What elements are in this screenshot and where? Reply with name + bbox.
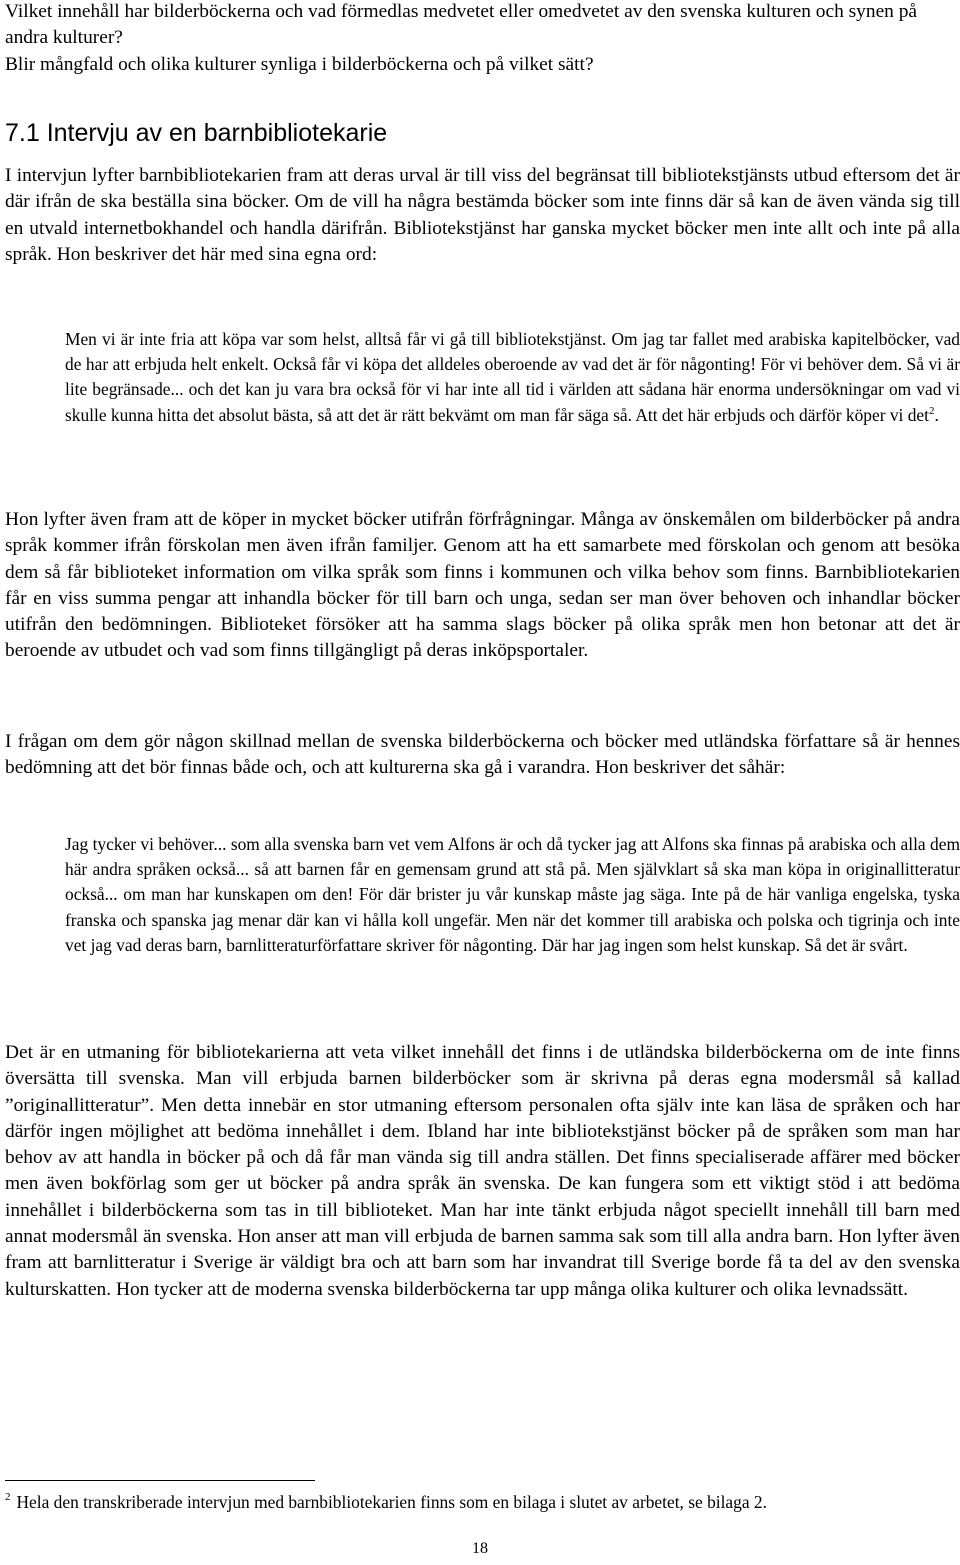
intro-research-questions — [5, 0, 945, 78]
interview-quote-1-text: Men vi är inte fria att köpa var som helst, alltså får vi gå till bibliotekstjänst. Om jag tar fallet med arabiska kapitelböcker, vad de har att erbjuda helt enkelt. Också får vi köpa det alldeles oberoende av vad det är för någonting! För vi behöver dem. Så vi är lite begränsade... och det kan ju vara bra också för vi har inte all tid i världen att sådana här enorma undersökningar om vad vi skulle kunna hitta det absolut bästa, så att det är rätt bekvämt om man får säga så. Att det här erbjuds och därför köper vi det — [65, 329, 960, 425]
paragraph-skillnad: I frågan om dem gör någon skillnad mellan de svenska bilderböckerna och böcker med utländska författare så är hennes bedömning att det bör finnas både och, och att kulturerna ska gå i varandra. Hon beskriver det såhär: — [5, 731, 960, 779]
footnote — [5, 1490, 955, 1514]
research-question-1: Vilket innehåll har bilderböckerna och vad förmedlas medvetet eller omedvetet av den svenska kulturen och synen på andra kulturer? — [5, 1, 918, 49]
footnote-reference[interactable]: 2 — [928, 404, 935, 417]
paragraph-urval: I intervjun lyfter barnbibliotekarien fram att deras urval är till viss del begränsat till bibliotekstjänsts utbud eftersom det är där ifrån de ska beställa sina böcker. Om de vill ha några bestämda böcker som inte finns där så kan de även vända sig till en utvald internetbokhandel och handla därifrån. Bibliotekstjänst har ganska mycket böcker men inte allt och inte på alla språk. Hon beskriver det här med sina egna ord: — [5, 165, 960, 265]
page-number: 18 — [472, 1540, 488, 1557]
interview-quote-1 — [65, 327, 960, 428]
paragraph-utmaning: Det är en utmaning för bibliotekarierna att veta vilket innehåll det finns i de utländska bilderböckerna om de inte finns översätta till svenska. Man vill erbjuda barnen bilderböcker som är skrivna på deras egna modersmål så kallad ”originallitteratur”. Men detta innebär en stor utmaning eftersom personalen ofta själv inte kan läsa de språken och har därför ingen möjlighet att bedöma innehållet i dem. Ibland har inte bibliotekstjänst böcker på de språken som man har behov av att handla in böcker på och då får man vända sig till andra ställen. Det finns specialiserade affärer med böcker men även bokförlag som ger ut böcker på andra språk än svenska. De kan fungera som ett viktigt stöd i att bedöma innehållet i bilderböckerna som tas in till biblioteket. Man har inte tänkt erbjuda något speciellt innehåll till barn med annat modersmål än svenska. Hon anser att man vill erbjuda de barnen samma sak som till alla andra barn. Hon lyfter även fram att barnlitteratur i Sverige är väldigt bra och att barn som har invandrat till Sverige borde få ta del av den svenska kulturskatten. Hon tycker att de moderna svenska bilderböckerna tar upp många olika kulturer och olika levnadssätt. — [5, 1042, 960, 1300]
footnote-text: Hela den transkriberade intervjun med barnbibliotekarien finns som en bilaga i slutet av arbetet, se bilaga 2. — [16, 1492, 767, 1512]
section-heading: 7.1 Intervju av en barnbibliotekarie — [5, 119, 388, 147]
footnote-divider — [5, 1480, 315, 1481]
interview-quote-1-end: . — [934, 404, 939, 425]
interview-quote-2: Jag tycker vi behöver... som alla svenska barn vet vem Alfons är och då tycker jag att Alfons ska finnas på arabiska och alla dem här andra språken också... så att barnen får en gemensam grund att stå på. Men självklart så ska man köpa in originallitteratur också... om man har kunskapen om den! För där brister ju vår kunskap måste jag säga. Inte på de här vanliga engelska, tyska franska och spanska jag menar där kan vi hålla koll ungefär. Men när det kommer till arabiska och polska och tigrinja och inte vet jag vad deras barn, barnlitteraturförfattare skriver för någonting. Där har jag ingen som helst kunskap. Så det är svårt. — [65, 834, 960, 955]
research-question-2: Blir mångfald och olika kulturer synliga i bilderböckerna och på vilket sätt? — [5, 53, 594, 75]
paragraph-forfragningar: Hon lyfter även fram att de köper in mycket böcker utifrån förfrågningar. Många av önskemålen om bilderböcker på andra språk kommer ifrån förskolan men även ifrån familjer. Genom att ha ett samarbete med förskolan och genom att besöka dem så får biblioteket information om vilka språk som finns i kommunen och vilka behov som finns. Barnbibliotekarien får en viss summa pengar att inhandla böcker för till barn och unga, sedan ser man över behoven och inhandlar böcker utifrån den bedömningen. Biblioteket försöker att ha samma slags böcker på olika språk men hon betonar att det är beroende av utbudet och vad som finns tillgängligt på deras inköpsportaler. — [5, 509, 960, 662]
footnote-marker: 2 — [5, 1491, 11, 1503]
